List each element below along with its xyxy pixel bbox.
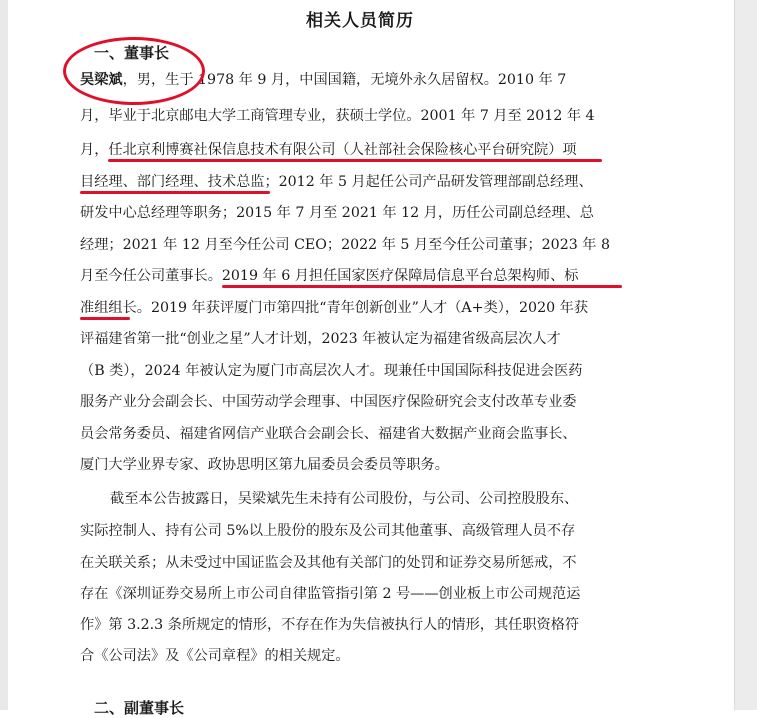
annotation-underline-3	[222, 285, 622, 288]
annotation-underline-1	[108, 159, 602, 162]
section-heading-chairman: 一、董事长	[94, 44, 170, 62]
para1-line-12: 员会常务委员、福建省网信产业联合会副会长、福建省大数据产业商会监事长、	[80, 426, 577, 442]
para2-line-1: 截至本公告披露日，吴梁斌先生未持有公司股份，与公司、公司控股股东、	[110, 491, 579, 507]
para1-line-5: 研发中心总经理等职务；2015 年 7 月至 2021 年 12 月，历任公司副总经理、总	[80, 205, 594, 221]
para1-line-10: （B 类），2024 年被认定为厦门市高层次人才。现兼任中国国际科技促进会医药	[80, 363, 583, 379]
para1-line-4: 目经理、部门经理、技术总监；2012 年 5 月起任公司产品研发管理部副总经理、	[80, 174, 593, 190]
para1-line-6: 经理；2021 年 12 月至今任公司 CEO；2022 年 5 月至今任公司董事；2023 年 8	[80, 237, 610, 253]
annotation-underline-4	[80, 317, 130, 320]
para2-line-5: 作》第 3.2.3 条所规定的情形，不存在作为失信被执行人的情形，其任职资格符	[80, 617, 580, 633]
para1-line-2: 月，毕业于北京邮电大学工商管理专业，获硕士学位。2001 年 7 月至 2012 年 4	[80, 108, 595, 124]
para1-line-8: 准组组长。2019 年获评厦门市第四批“青年创新创业”人才（A+类），2020 年获	[80, 300, 589, 316]
section-heading-vice-chairman: 二、副董事长	[94, 699, 185, 717]
para2-line-2: 实际控制人、持有公司 5%以上股份的股东及公司其他董事、高级管理人员不存	[80, 523, 576, 539]
para2-line-6: 合《公司法》及《公司章程》的相关规定。	[80, 648, 350, 664]
viewer-scrollbar-track[interactable]	[734, 0, 757, 710]
para1-line-1-text: ，男，生于 1978 年 9 月，中国国籍，无境外永久居留权。2010 年 7	[122, 72, 567, 88]
para1-line-3: 月，任北京利博赛社保信息技术有限公司（人社部社会保险核心平台研究院）项	[80, 142, 577, 158]
annotation-circle	[63, 37, 205, 105]
para1-line-11: 服务产业分会副会长、中国劳动学会理事、中国医疗保险研究会支付改革专业委	[80, 394, 577, 410]
para2-line-4: 存在《深圳证券交易所上市公司自律监管指引第 2 号——创业板上市公司规范运	[80, 586, 581, 602]
viewer-margin-left	[0, 0, 8, 710]
document-title: 相关人员简历	[306, 11, 414, 31]
para2-line-3: 在关联关系；从未受过中国证监会及其他有关部门的处罚和证券交易所惩戒，不	[80, 555, 577, 571]
para1-line-9: 评福建省第一批“创业之星”人才计划，2023 年被认定为福建省级高层次人才	[80, 331, 561, 347]
person-name: 吴梁斌	[80, 72, 123, 88]
para1-line-7: 月至今任公司董事长。2019 年 6 月担任国家医疗保障局信息平台总架构师、标	[80, 268, 579, 284]
annotation-underline-2	[80, 191, 270, 194]
para1-line-13: 厦门大学业界专家、政协思明区第九届委员会委员等职务。	[80, 457, 449, 473]
